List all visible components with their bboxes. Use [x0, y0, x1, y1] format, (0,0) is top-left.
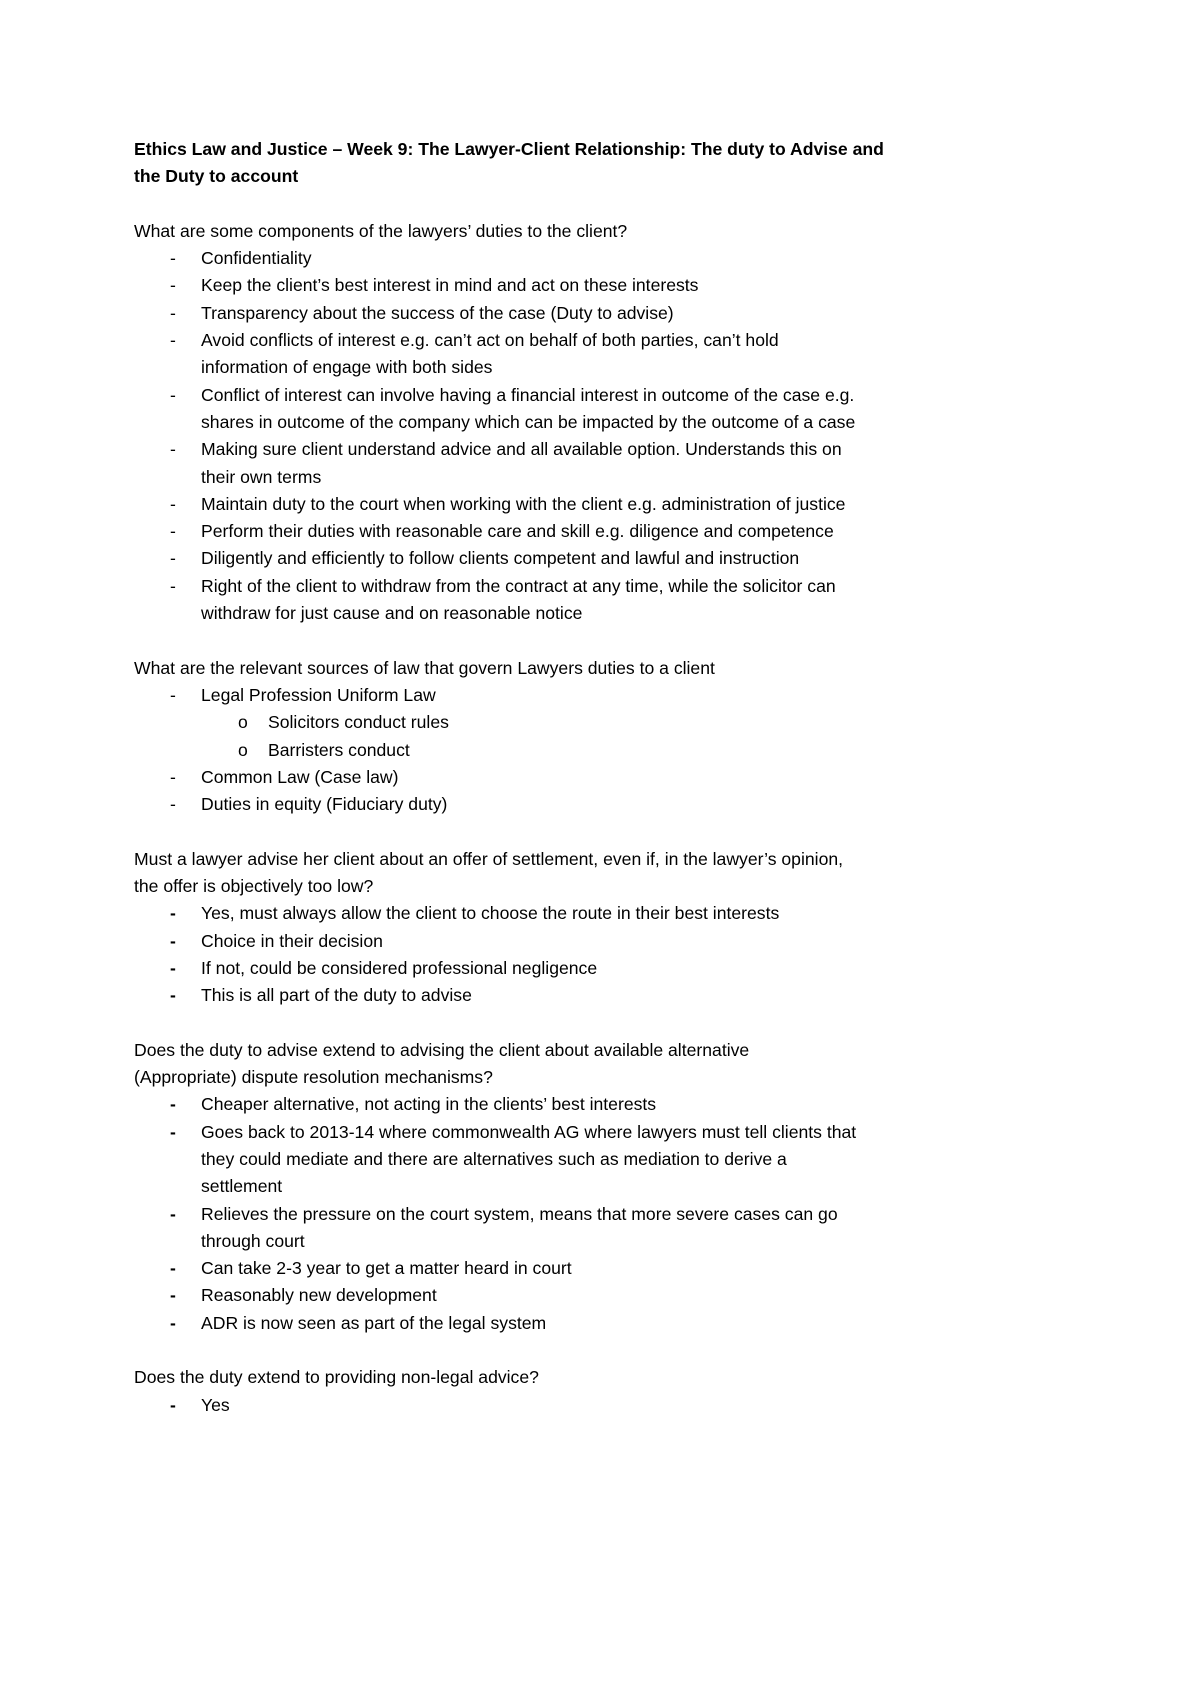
list-item: [134, 1201, 1094, 1256]
question-line: Does the duty extend to providing non-legal advice?: [134, 1367, 539, 1388]
question-line: Does the duty to advise extend to advising the client about available alternative: [134, 1039, 750, 1060]
list-item-line: This is all part of the duty to advise: [201, 985, 472, 1006]
list-item: [134, 327, 1094, 382]
list-item-line: Conflict of interest can involve having a financial interest in outcome of the case e.g.: [201, 384, 855, 405]
list-item: [134, 1119, 1094, 1201]
list-item: [134, 382, 1094, 437]
list-item-line: shares in outcome of the company which can be impacted by the outcome of a case: [201, 411, 856, 432]
bullet-list: [134, 1091, 1094, 1337]
circle-bullet-icon: o: [238, 739, 248, 760]
dash-bullet-icon: -: [170, 985, 176, 1006]
dash-bullet-icon: -: [170, 521, 176, 542]
question-line: the offer is objectively too low?: [134, 876, 374, 897]
dash-bullet-icon: -: [170, 684, 176, 705]
dash-bullet-icon: -: [170, 548, 176, 569]
document-page: [134, 136, 1094, 1419]
list-item-line: Yes: [201, 1394, 230, 1415]
list-item-line: If not, could be considered professional negligence: [201, 957, 598, 978]
list-item: [134, 764, 1094, 791]
list-item-line: ADR is now seen as part of the legal system: [201, 1312, 547, 1333]
list-item: [134, 1310, 1094, 1337]
list-item-line: Choice in their decision: [201, 930, 383, 951]
list-item: [134, 791, 1094, 818]
list-item-line: Can take 2-3 year to get a matter heard in court: [201, 1258, 572, 1279]
document-title: [134, 136, 1094, 191]
list-item: [134, 1091, 1094, 1118]
dash-bullet-icon: -: [170, 384, 176, 405]
dash-bullet-icon: -: [170, 1203, 176, 1224]
bullet-list: [134, 1392, 1094, 1419]
dash-bullet-icon: -: [170, 248, 176, 269]
list-item: [134, 573, 1094, 628]
section: [134, 655, 1094, 819]
list-item-line: Right of the client to withdraw from the contract at any time, while the solicitor can: [201, 575, 836, 596]
list-item-line: Diligently and efficiently to follow clients competent and lawful and instruction: [201, 548, 800, 569]
list-item-line: Maintain duty to the court when working with the client e.g. administration of justice: [201, 493, 846, 514]
question: [134, 846, 1094, 901]
list-item-line: Confidentiality: [201, 248, 312, 269]
list-item-line: Goes back to 2013-14 where commonwealth AG where lawyers must tell clients that: [201, 1121, 857, 1142]
section: [134, 846, 1094, 1010]
list-item-line: Reasonably new development: [201, 1285, 437, 1306]
sub-list-item: [134, 737, 1094, 764]
list-item-line: Perform their duties with reasonable care and skill e.g. diligence and competence: [201, 521, 834, 542]
list-item-line: Keep the client’s best interest in mind and act on these interests: [201, 275, 699, 296]
list-item: [134, 491, 1094, 518]
dash-bullet-icon: -: [170, 1285, 176, 1306]
bullet-list: [134, 682, 1094, 818]
list-item-line: their own terms: [201, 466, 322, 487]
title-line: the Duty to account: [134, 166, 299, 187]
question-line: Must a lawyer advise her client about an offer of settlement, even if, in the lawyer’s opinion,: [134, 848, 844, 869]
dash-bullet-icon: -: [170, 330, 176, 351]
list-item: [134, 1282, 1094, 1309]
list-item: [134, 982, 1094, 1009]
dash-bullet-icon: -: [170, 1258, 176, 1279]
dash-bullet-icon: -: [170, 275, 176, 296]
question: [134, 1364, 1094, 1391]
list-item: [134, 436, 1094, 491]
list-item-line: withdraw for just cause and on reasonable notice: [201, 603, 583, 624]
dash-bullet-icon: -: [170, 957, 176, 978]
list-item: [134, 245, 1094, 272]
dash-bullet-icon: -: [170, 439, 176, 460]
list-item: [134, 300, 1094, 327]
list-item-line: Duties in equity (Fiduciary duty): [201, 794, 448, 815]
sub-list-item-text: Solicitors conduct rules: [268, 712, 449, 733]
list-item: [134, 955, 1094, 982]
list-item-line: information of engage with both sides: [201, 357, 493, 378]
dash-bullet-icon: -: [170, 575, 176, 596]
dash-bullet-icon: -: [170, 903, 176, 924]
dash-bullet-icon: -: [170, 302, 176, 323]
dash-bullet-icon: -: [170, 766, 176, 787]
dash-bullet-icon: -: [170, 794, 176, 815]
sub-list-item-text: Barristers conduct: [268, 739, 410, 760]
list-item-line: Yes, must always allow the client to choose the route in their best interests: [201, 903, 780, 924]
list-item: [134, 272, 1094, 299]
question: [134, 655, 1094, 682]
list-item: [134, 545, 1094, 572]
list-item-line: Cheaper alternative, not acting in the clients’ best interests: [201, 1094, 657, 1115]
list-item-line: settlement: [201, 1176, 283, 1197]
list-item: [134, 900, 1094, 927]
section: [134, 1364, 1094, 1419]
dash-bullet-icon: -: [170, 1094, 176, 1115]
list-item-line: Common Law (Case law): [201, 766, 399, 787]
list-item-line: Transparency about the success of the case (Duty to advise): [201, 302, 674, 323]
dash-bullet-icon: -: [170, 1312, 176, 1333]
dash-bullet-icon: -: [170, 1121, 176, 1142]
list-item-line: they could mediate and there are alternatives such as mediation to derive a: [201, 1148, 787, 1169]
bullet-list: [134, 900, 1094, 1009]
question: [134, 1037, 1094, 1092]
list-item: [134, 1392, 1094, 1419]
list-item-line: Relieves the pressure on the court system, means that more severe cases can go: [201, 1203, 838, 1224]
list-item-line: Legal Profession Uniform Law: [201, 684, 436, 705]
document-body: [134, 218, 1094, 1419]
question-line: What are some components of the lawyers’ duties to the client?: [134, 220, 628, 241]
list-item: [134, 928, 1094, 955]
question-line: (Appropriate) dispute resolution mechanisms?: [134, 1067, 493, 1088]
list-item-line: through court: [201, 1230, 305, 1251]
bullet-list: [134, 245, 1094, 627]
list-item-line: Making sure client understand advice and all available option. Understands this on: [201, 439, 842, 460]
list-item-line: Avoid conflicts of interest e.g. can’t act on behalf of both parties, can’t hold: [201, 330, 779, 351]
question-line: What are the relevant sources of law that govern Lawyers duties to a client: [134, 657, 715, 678]
question: [134, 218, 1094, 245]
circle-bullet-icon: o: [238, 712, 248, 733]
list-item: [134, 1255, 1094, 1282]
section: [134, 1037, 1094, 1337]
list-item: [134, 518, 1094, 545]
section: [134, 218, 1094, 627]
dash-bullet-icon: -: [170, 930, 176, 951]
dash-bullet-icon: -: [170, 1394, 176, 1415]
dash-bullet-icon: -: [170, 493, 176, 514]
list-item: [134, 682, 1094, 709]
sub-list-item: [134, 709, 1094, 736]
title-line: Ethics Law and Justice – Week 9: The Lawyer-Client Relationship: The duty to Advise and: [134, 139, 884, 159]
